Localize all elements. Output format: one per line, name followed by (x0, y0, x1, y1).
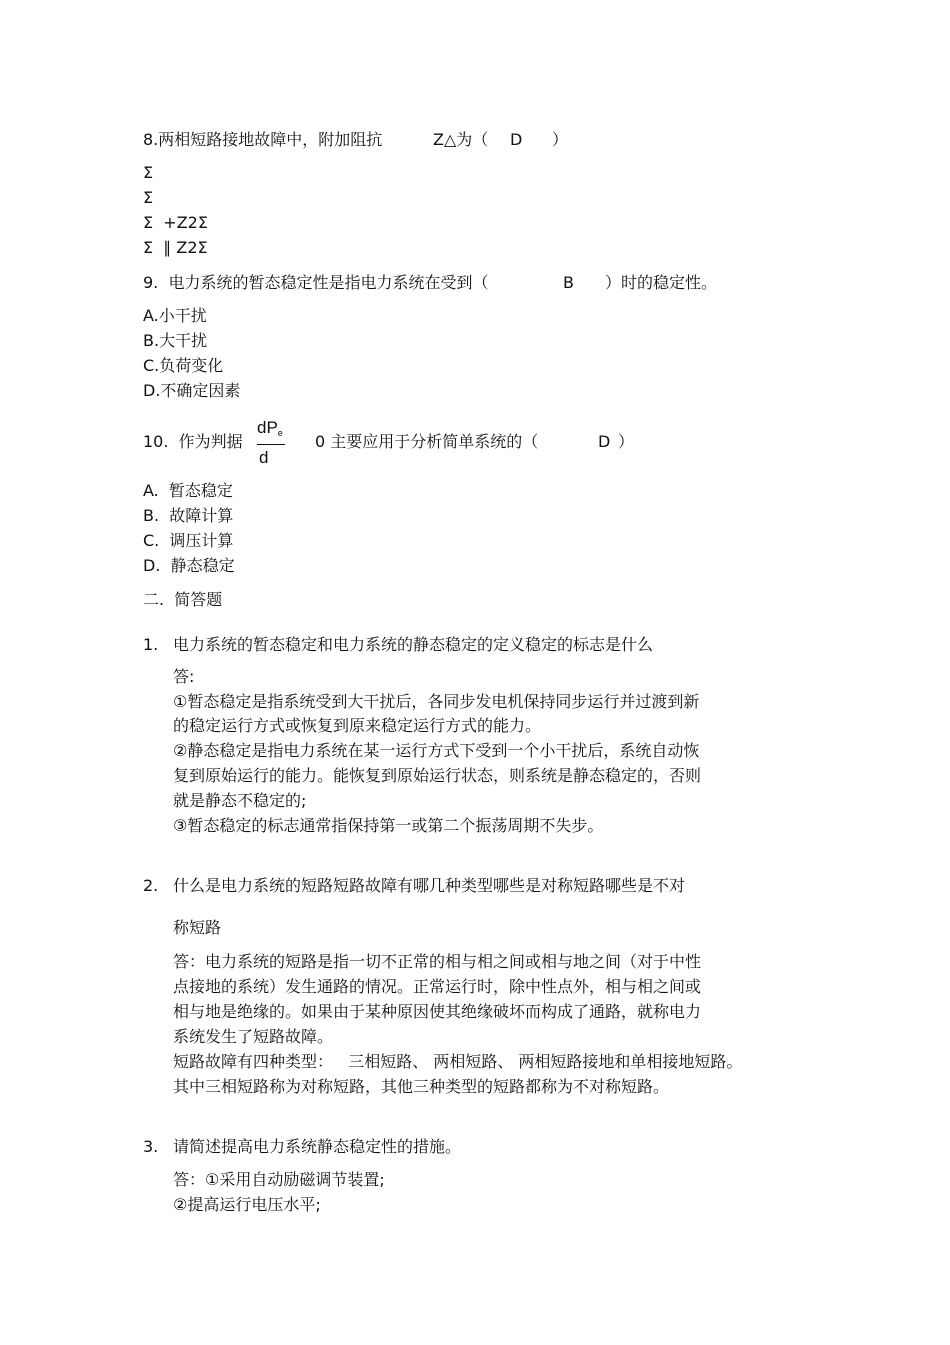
q9-stem: 9. 电力系统的暂态稳定性是指电力系统在受到（ (143, 273, 489, 292)
q10-option-c: C. 调压计算 (143, 531, 234, 550)
derivative-fraction (257, 418, 287, 470)
q10-close: ） (618, 432, 635, 451)
sa2-answer-line: 点接地的系统）发生通路的情况。正常运行时，除中性点外，相与相之间或 (173, 977, 702, 996)
section-heading: 二. 简答题 (143, 590, 223, 609)
q8-option-b: Σ (143, 188, 154, 207)
sa1-question: 电力系统的暂态稳定和电力系统的静态稳定的定义稳定的标志是什么 (173, 635, 654, 654)
q10-answer: D (598, 432, 611, 451)
fraction-bar (257, 444, 285, 445)
sa2-answer-line: 相与地是绝缘的。如果由于某种原因使其绝缘破坏而构成了通路，就称电力 (173, 1002, 702, 1021)
sa2-question: 什么是电力系统的短路短路故障有哪几种类型哪些是对称短路哪些是不对 (173, 876, 686, 895)
sa2-answer-line: 其中三相短路称为对称短路，其他三种类型的短路都称为不对称短路。 (173, 1077, 670, 1096)
fraction-subscript: e (277, 428, 283, 438)
q9-option-a: A.小干扰 (143, 306, 207, 325)
sa2-answer-line: 系统发生了短路故障。 (173, 1027, 334, 1046)
sa1-answer-line: ②静态稳定是指电力系统在某一运行方式下受到一个小干扰后，系统自动恢 (173, 741, 700, 760)
q8-option-a: Σ (143, 163, 154, 182)
q8-close: ） (552, 130, 569, 149)
fraction-numerator: dPe (257, 418, 283, 438)
sa2-answer-line: 短路故障有四种类型： 三相短路、 两相短路、 两相短路接地和单相接地短路。 (173, 1052, 743, 1071)
q8-impedance: Z△为（ (433, 130, 489, 149)
q10-option-a: A. 暂态稳定 (143, 481, 233, 500)
sa3-answer-line: ②提高运行电压水平; (173, 1195, 321, 1214)
q8-option-d: Σ ∥ Z2Σ (143, 238, 208, 257)
sa2-number: 2. (143, 876, 159, 895)
q9-option-b: B.大干扰 (143, 331, 208, 350)
sa2-question-cont: 称短路 (173, 918, 222, 937)
sa3-number: 3. (143, 1137, 159, 1156)
sa3-answer-line: 答：①采用自动励磁调节装置; (173, 1170, 385, 1189)
q9-answer: B (563, 273, 574, 292)
q8-stem: 8.两相短路接地故障中，附加阻抗 (143, 130, 383, 149)
q8-answer: D (510, 130, 523, 149)
sa1-answer-line: 的稳定运行方式或恢复到原来稳定运行方式的能力。 (173, 716, 542, 735)
sa1-answer-line: ③暂态稳定的标志通常指保持第一或第二个振荡周期不失步。 (173, 816, 604, 835)
fraction-denominator: d (259, 448, 269, 467)
sa2-answer-line: 答：电力系统的短路是指一切不正常的相与相之间或相与地之间（对于中性 (173, 952, 702, 971)
sa1-answer-line: ①暂态稳定是指系统受到大干扰后，各同步发电机保持同步运行并过渡到新 (173, 692, 700, 711)
q8-option-c: Σ +Z2Σ (143, 213, 208, 232)
sa1-answer-line: 答: (173, 667, 195, 686)
sa3-question: 请简述提高电力系统静态稳定性的措施。 (173, 1137, 462, 1156)
sa1-answer-line: 就是静态不稳定的; (173, 791, 307, 810)
q9-tail: ）时的稳定性。 (605, 273, 718, 292)
sa1-answer-line: 复到原始运行的能力。能恢复到原始运行状态，则系统是静态稳定的，否则 (173, 766, 702, 785)
q10-option-b: B. 故障计算 (143, 506, 234, 525)
q9-option-c: C.负荷变化 (143, 356, 224, 375)
q10-prefix: 10. 作为判据 (143, 432, 243, 451)
sa1-number: 1. (143, 635, 159, 654)
q9-option-d: D.不确定因素 (143, 381, 241, 400)
q10-suffix: 0 主要应用于分析简单系统的（ (315, 432, 539, 451)
q10-option-d: D. 静态稳定 (143, 556, 235, 575)
